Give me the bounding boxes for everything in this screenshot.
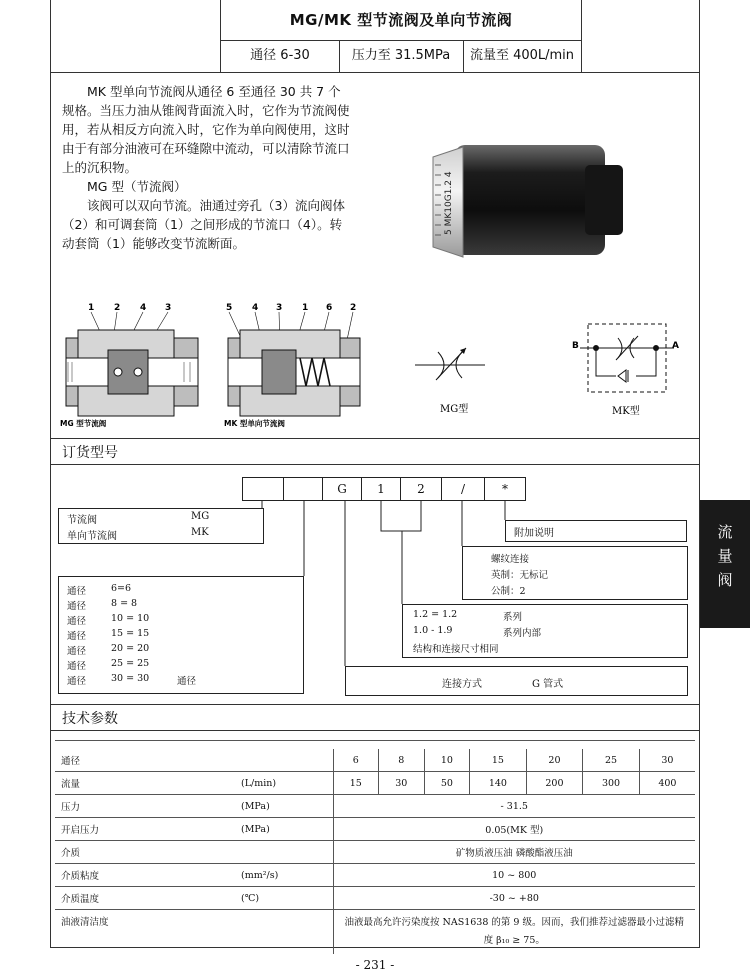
mk-label-6: 6 <box>326 303 333 313</box>
size-value: 6=6 <box>111 583 132 594</box>
code-cell-extra: * <box>484 477 526 501</box>
size-extra: 通径 <box>177 676 197 687</box>
page-number: - 231 - <box>355 958 395 972</box>
mk-label-1: 1 <box>302 303 309 313</box>
thread-metric: 公制：2 <box>491 586 526 597</box>
size-value: 8 = 8 <box>111 598 138 609</box>
mk-label-5: 5 <box>226 303 233 313</box>
header-flow: 流量至 400L/min <box>469 48 575 63</box>
code-cell-slash: / <box>441 477 485 501</box>
intro-paragraph-2: MG 型（节流阀） <box>87 179 187 194</box>
size-label: 通径 <box>67 631 87 642</box>
flow-cell: 30 <box>379 772 425 795</box>
code-cell-1: 1 <box>361 477 401 501</box>
mk-label-3: 3 <box>276 303 283 313</box>
size-cell: 30 <box>639 749 695 772</box>
row-label: 介质粘度 <box>55 864 235 887</box>
type-box <box>58 508 264 544</box>
row-label: 介质 <box>55 841 235 864</box>
ordering-title: 订货型号 <box>62 445 118 461</box>
thread-title: 螺纹连接 <box>491 554 530 565</box>
cleanliness-line-1: 油液最高允许污染度按 NAS1638 的第 9 级。因而，我们推荐过滤器最小过滤精 <box>344 917 684 928</box>
size-cell: 25 <box>583 749 640 772</box>
flow-cell: 300 <box>583 772 640 795</box>
row-unit: (MPa) <box>235 818 333 841</box>
mk-symbol-label: MK型 <box>612 406 640 417</box>
mk-label-4: 4 <box>252 303 259 313</box>
size-value: 15 = 15 <box>111 628 150 639</box>
series-r3: 结构和连接尺寸相同 <box>413 644 499 655</box>
flow-cell: 400 <box>639 772 695 795</box>
cleanliness-line-2: 度 β₁₀ ≥ 75。 <box>483 935 545 946</box>
mk-label-2: 2 <box>350 303 357 313</box>
mk-port-b: B <box>572 341 579 351</box>
connection-value: G 管式 <box>532 679 564 690</box>
specs-title: 技术参数 <box>62 711 118 727</box>
row-unit <box>235 841 333 864</box>
size-cell: 6 <box>333 749 379 772</box>
header-pressure: 压力至 31.5MPa <box>339 40 464 72</box>
specs-section-header <box>50 704 700 731</box>
row-unit: (L/min) <box>235 772 333 795</box>
size-label: 通径 <box>67 601 87 612</box>
series-r1a: 1.2 = 1.2 <box>413 609 458 620</box>
flow-cell: 200 <box>526 772 583 795</box>
intro-paragraph-3: 该阀可以双向节流。油通过旁孔（3）流向阀体（2）和可调套筒（1）之间形成的节流口（4）。转动套筒（1）能够改变节流断面。 <box>62 198 345 251</box>
mg-label-4: 4 <box>140 303 147 313</box>
size-value: 20 = 20 <box>111 643 150 654</box>
page-title: MG/MK 型节流阀及单向节流阀 <box>221 0 581 41</box>
sidetab-char: 流 <box>717 523 733 541</box>
series-r1b: 系列 <box>503 612 523 623</box>
size-value: 25 = 25 <box>111 658 150 669</box>
connection-label: 连接方式 <box>442 679 482 690</box>
type-name-mg: 节流阀 <box>67 515 97 526</box>
size-cell: 8 <box>379 749 425 772</box>
row-unit: (mm²/s) <box>235 864 333 887</box>
table-row <box>55 841 695 864</box>
size-label: 通径 <box>67 616 87 627</box>
size-label: 通径 <box>67 646 87 657</box>
row-label: 压力 <box>55 795 235 818</box>
mk-caption: MK 型单向节流阀 <box>224 419 285 428</box>
cleanliness-value <box>333 910 695 955</box>
mk-port-a: A <box>672 341 679 351</box>
series-box <box>402 604 688 658</box>
table-row <box>55 887 695 910</box>
row-label: 介质温度 <box>55 887 235 910</box>
table-row <box>55 818 695 841</box>
connection-box <box>345 666 688 696</box>
table-row <box>55 910 695 955</box>
row-value: 0.05(MK 型) <box>333 818 695 841</box>
mg-label-3: 3 <box>165 303 172 313</box>
mg-caption: MG 型节流阀 <box>60 419 107 428</box>
table-row <box>55 772 695 795</box>
row-value: -30 ~ +80 <box>333 887 695 910</box>
specs-table <box>55 749 695 954</box>
row-label: 油液清洁度 <box>61 917 109 928</box>
size-label: 通径 <box>67 676 87 687</box>
code-cell-g: G <box>322 477 362 501</box>
series-r2b: 系列内部 <box>503 628 542 639</box>
sidetab-char: 阀 <box>717 571 733 589</box>
extra-note-label: 附加说明 <box>514 528 554 539</box>
mg-symbol-label: MG型 <box>440 404 469 415</box>
row-value: 10 ~ 800 <box>333 864 695 887</box>
row-value: - 31.5 <box>333 795 695 818</box>
extra-note-box <box>505 520 687 542</box>
code-cell-2: 2 <box>400 477 442 501</box>
table-row <box>55 864 695 887</box>
mg-label-1: 1 <box>88 303 95 313</box>
sidetab-char: 量 <box>717 547 733 565</box>
size-box <box>58 576 304 694</box>
thread-box <box>462 546 688 600</box>
size-value: 30 = 30 <box>111 673 150 684</box>
product-marking: 5 MK10G1.2 4 <box>444 171 454 235</box>
type-code-mg: MG <box>191 511 210 522</box>
size-cell: 15 <box>470 749 527 772</box>
specs-top-rule <box>55 740 695 741</box>
row-value: 矿物质液压油 磷酸酯液压油 <box>333 841 695 864</box>
size-label: 通径 <box>67 661 87 672</box>
mg-label-2: 2 <box>114 303 121 313</box>
category-side-tab <box>700 500 750 628</box>
row-unit: (℃) <box>235 887 333 910</box>
table-row <box>55 795 695 818</box>
flow-cell: 140 <box>470 772 527 795</box>
size-label: 通径 <box>67 586 87 597</box>
series-r2a: 1.0 - 1.9 <box>413 625 453 636</box>
flow-cell: 15 <box>333 772 379 795</box>
size-cell: 10 <box>424 749 470 772</box>
table-row <box>55 749 695 772</box>
row-unit: (MPa) <box>235 795 333 818</box>
header-bore: 通径 6-30 <box>221 40 340 72</box>
size-row-label: 通径 <box>55 749 235 772</box>
thread-imperial: 英制：无标记 <box>491 570 549 581</box>
type-code-mk: MK <box>191 527 209 538</box>
size-cell: 20 <box>526 749 583 772</box>
size-value: 10 = 10 <box>111 613 150 624</box>
row-label: 开启压力 <box>55 818 235 841</box>
intro-paragraph-1: MK 型单向节流阀从通径 6 至通径 30 共 7 个规格。当压力油从锥阀背面流入时，它作为节流阀使用，若从相反方向流入时，它作为单向阀使用，这时由于有部分油液可在环缝隙中流动，可以清除节流口上的沉积物。 <box>62 84 350 175</box>
row-label: 流量 <box>55 772 235 795</box>
flow-cell: 50 <box>424 772 470 795</box>
type-name-mk: 单向节流阀 <box>67 531 117 542</box>
